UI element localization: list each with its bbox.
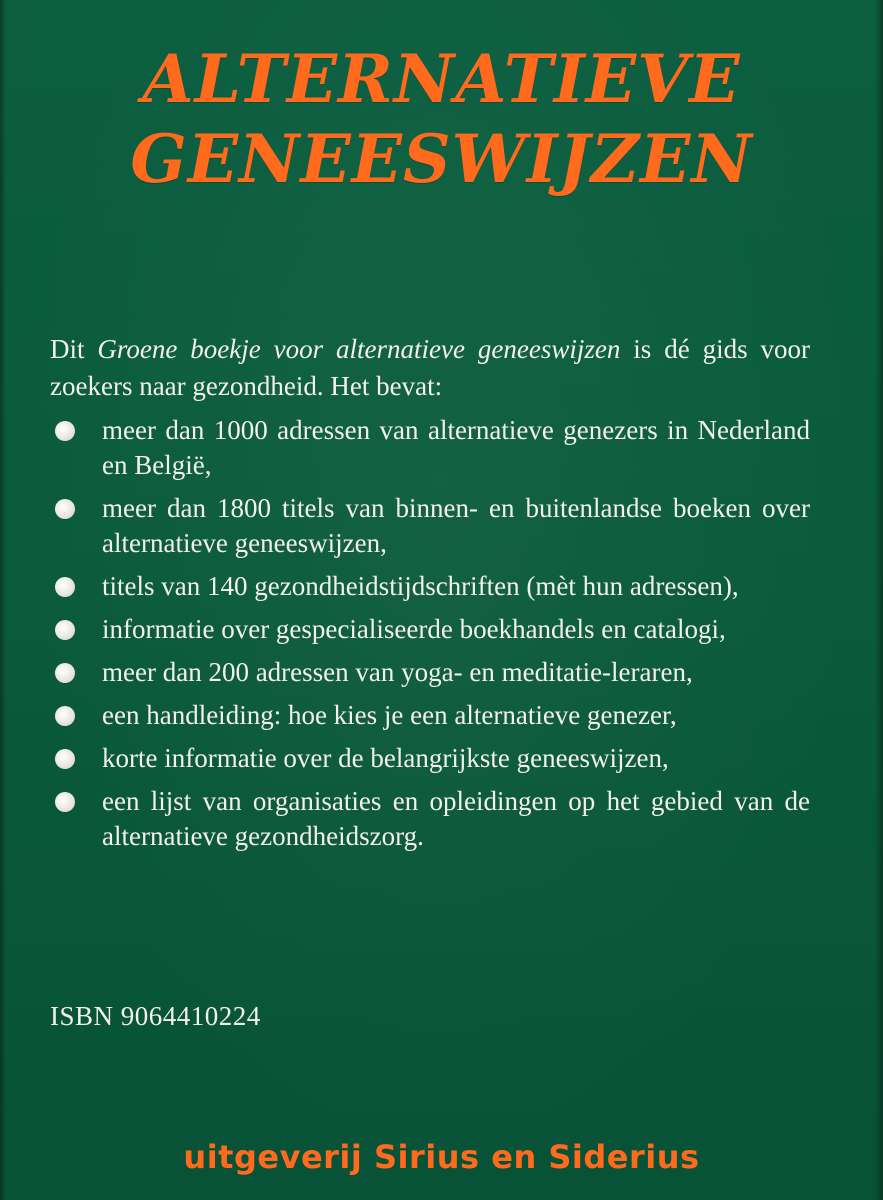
list-item xyxy=(50,655,810,690)
list-item-text: informatie over gespecialiseerde boekhandels en catalogi, xyxy=(102,614,726,644)
isbn-number: ISBN 9064410224 xyxy=(50,1001,261,1031)
bullet-icon xyxy=(55,792,75,812)
cover-title-line-1: ALTERNATIEVE xyxy=(142,40,741,118)
bullet-icon xyxy=(55,499,75,519)
cover-title-line-2: GENEESWIJZEN xyxy=(130,120,753,198)
bullet-icon xyxy=(55,421,75,441)
intro-book-title: Groene boekje voor alternatieve geneeswijzen xyxy=(97,334,621,364)
list-item-text: meer dan 200 adressen van yoga- en meditatie-leraren, xyxy=(102,657,693,687)
intro-paragraph xyxy=(50,331,810,405)
list-item xyxy=(50,569,810,604)
list-item xyxy=(50,741,810,776)
bullet-icon xyxy=(55,749,75,769)
list-item-text: een handleiding: hoe kies je een alternatieve genezer, xyxy=(102,700,677,730)
bullet-icon xyxy=(55,663,75,683)
publisher-name: uitgeverij Sirius en Siderius xyxy=(183,1138,700,1176)
intro-prefix: Dit xyxy=(50,334,98,364)
list-item-text: meer dan 1800 titels van binnen- en buitenlandse boeken over alternatieve geneeswijzen, xyxy=(102,493,810,558)
list-item-text: korte informatie over de belangrijkste geneeswijzen, xyxy=(102,743,669,773)
bullet-icon xyxy=(55,577,75,597)
contents-list xyxy=(50,413,810,862)
list-item xyxy=(50,612,810,647)
list-item-text: titels van 140 gezondheidstijdschriften (mèt hun adressen), xyxy=(102,571,739,601)
list-item xyxy=(50,698,810,733)
bullet-icon xyxy=(55,706,75,726)
intro-suffix: is dé gids voor zoekers naar gezondheid. Het bevat: xyxy=(50,334,810,401)
bullet-icon xyxy=(55,620,75,640)
list-item xyxy=(50,413,810,483)
list-item xyxy=(50,784,810,854)
list-item xyxy=(50,491,810,561)
list-item-text: een lijst van organisaties en opleidingen op het gebied van de alternatieve gezondheidszorg. xyxy=(102,786,810,851)
list-item-text: meer dan 1000 adressen van alternatieve genezers in Nederland en België, xyxy=(102,415,810,480)
